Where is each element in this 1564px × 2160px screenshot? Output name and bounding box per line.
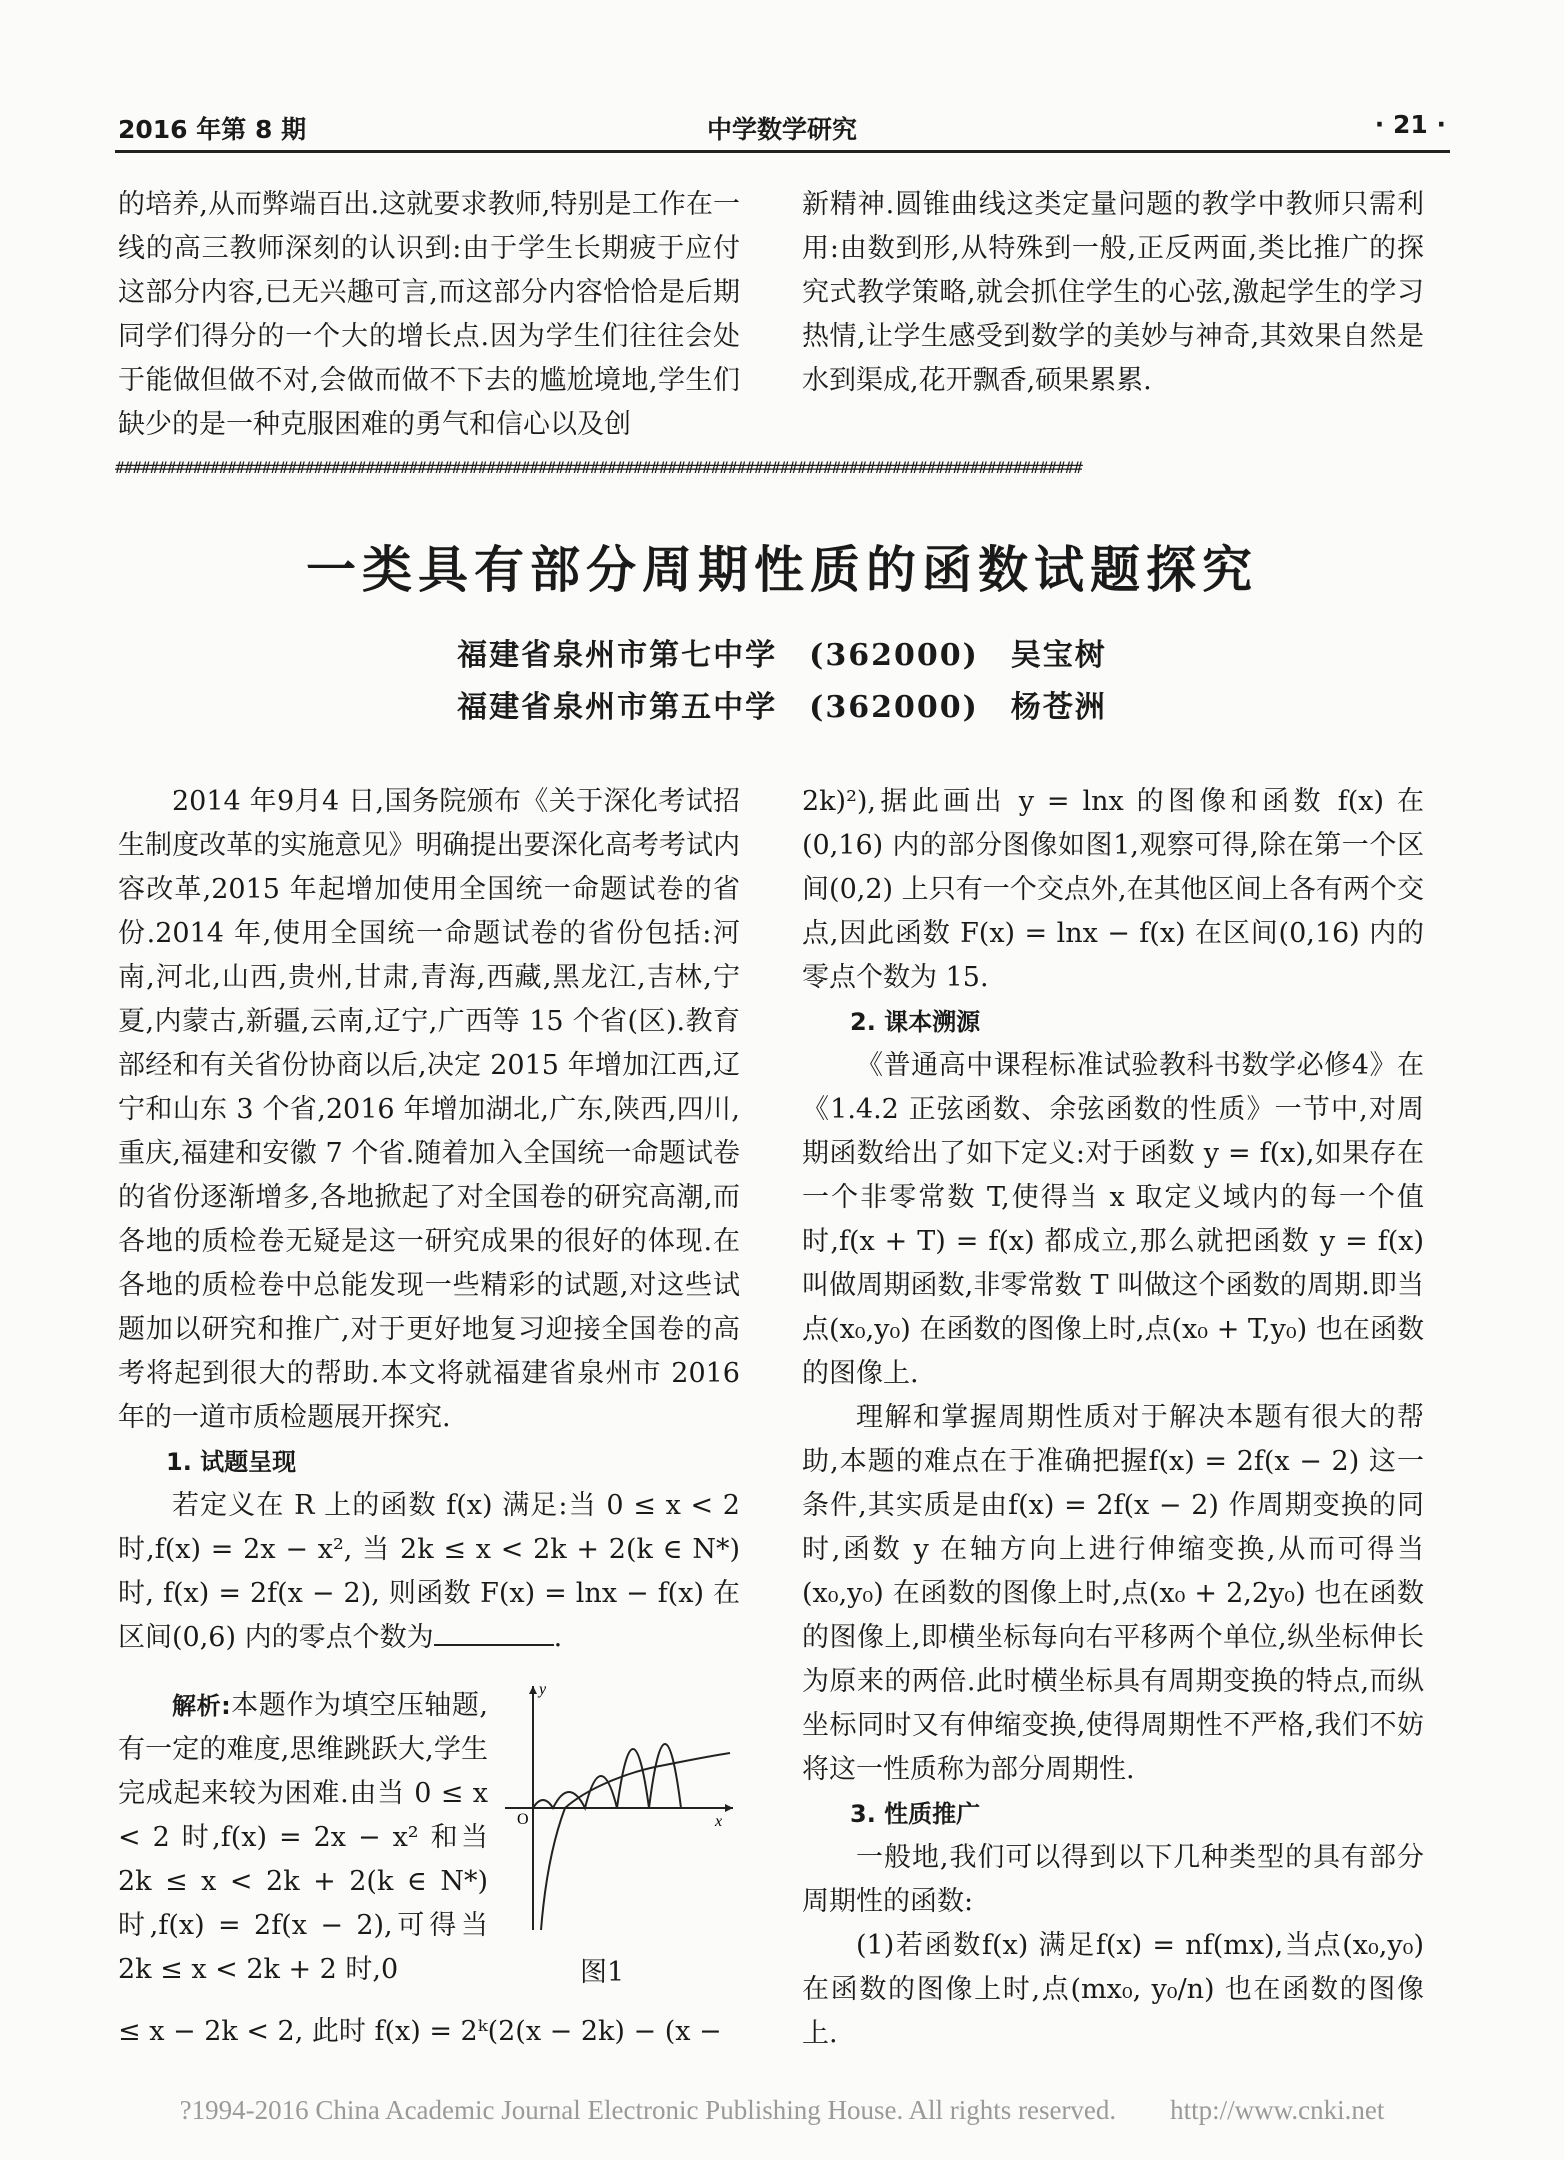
header-rule	[115, 150, 1450, 153]
copyright-footer: ?1994-2016 China Academic Journal Electronic Publishing House. All rights reserved. http://www.cnki.net	[179, 2095, 1385, 2125]
solution-continued: 2k)²),据此画出 y = lnx 的图像和函数 f(x) 在(0,16) 内的部分图像如图1,观察可得,除在第一个区间(0,2) 上只有一个交点外,在其他区间上各有两个交点,因此函数 F(x) = lnx − f(x) 在区间(0,16) 内的零点个数为 15.	[802, 786, 1424, 993]
page-number: · 21 ·	[1374, 110, 1446, 139]
origin-label: O	[517, 1811, 529, 1828]
answer-blank	[434, 1622, 554, 1646]
generalization-intro: 一般地,我们可以得到以下几种类型的具有部分周期性的函数:	[802, 1842, 1424, 1917]
solution-last-line: ≤ x − 2k < 2, 此时 f(x) = 2ᵏ(2(x − 2k) − (x −	[118, 2016, 722, 2047]
figure-1-graph	[505, 1680, 740, 1940]
y-axis-arrow	[529, 1686, 537, 1694]
solution-block	[118, 1684, 488, 1992]
section-2-heading: 2. 课本溯源	[850, 1008, 981, 1036]
problem-text: 若定义在 R 上的函数 f(x) 满足:当 0 ≤ x < 2 时,f(x) = 2x − x², 当 2k ≤ x < 2k + 2(k ∈ N*) 时, f(x) = 2f(x − 2), 则函数 F(x) = lnx − f(x) 在区间(0,6) 内的零点个数为	[118, 1490, 740, 1653]
top-right-text: 新精神.圆锥曲线这类定量问题的教学中教师只需利用:由数到形,从特殊到一般,正反两面,类比推广的探究式教学策略,就会抓住学生的心弦,激起学生的学习热情,让学生感受到数学的美妙与神奇,其效果自然是水到渠成,花开飘香,硕果累累.	[802, 189, 1424, 396]
ln-curve	[541, 1753, 730, 1930]
journal-name: 中学数学研究	[706, 115, 857, 144]
top-left-text: 的培养,从而弊端百出.这就要求教师,特别是工作在一线的高三教师深刻的认识到:由于学生长期疲于应付这部分内容,已无兴趣可言,而这部分内容恰恰是后期同学们得分的一个大的增长点.因为学生们往往会处于能做但做不对,会做而做不下去的尴尬境地,学生们缺少的是一种克服困难的勇气和信心以及创	[118, 189, 740, 440]
article-divider: ################################################################################################################	[115, 458, 1082, 477]
issue-label: 2016 年第 8 期	[118, 115, 307, 144]
figure-caption: 图1	[580, 1957, 625, 1988]
problem-statement	[118, 1484, 740, 1660]
x-axis-arrow	[725, 1804, 733, 1812]
section-3-heading: 3. 性质推广	[850, 1800, 981, 1828]
author-line-1: 福建省泉州市第七中学 (362000) 吴宝树	[457, 638, 1107, 673]
left-column	[118, 780, 740, 1660]
article-title: 一类具有部分周期性质的函数试题探究	[306, 541, 1258, 599]
section-1-heading: 1. 试题呈现	[166, 1448, 297, 1476]
analysis-paragraph: 理解和掌握周期性质对于解决本题有很大的帮助,本题的难点在于准确把握f(x) = 2f(x − 2) 这一条件,其实质是由f(x) = 2f(x − 2) 作周期变换的同时,函数 y 在轴方向上进行伸缩变换,从而可得当(x₀,y₀) 在函数的图像上时,点(x₀ + 2,2y₀) 也在函数的图像上,即横坐标每向右平移两个单位,纵坐标伸长为原来的两倍.此时横坐标具有周期变换的特点,而纵坐标同时又有伸缩变换,使得周期性不严格,我们不妨将这一性质称为部分周期性.	[802, 1402, 1424, 1785]
solution-text: 本题作为填空压轴题,有一定的难度,思维跳跃大,学生完成起来较为困难.由当 0 ≤ x < 2 时,f(x) = 2x − x² 和当 2k ≤ x < 2k + 2(k ∈ N*) 时,f(x) = 2f(x − 2),可得当 2k ≤ x < 2k + 2 时,0	[118, 1690, 488, 1985]
y-axis-label: y	[539, 1681, 547, 1698]
right-column	[802, 780, 1424, 2056]
intro-paragraph: 2014 年9月4 日,国务院颁布《关于深化考试招生制度改革的实施意见》明确提出要深化高考考试内容改革,2015 年起增加使用全国统一命题试卷的省份.2014 年,使用全国统一命题试卷的省份包括:河南,河北,山西,贵州,甘肃,青海,西藏,黑龙江,吉林,宁夏,内蒙古,新疆,云南,辽宁,广西等 15 个省(区).教育部经和有关省份协商以后,决定 2015 年增加江西,辽宁和山东 3 个省,2016 年增加湖北,广东,陕西,四川,重庆,福建和安徽 7 个省.随着加入全国统一命题试卷的省份逐渐增多,各地掀起了对全国卷的研究高潮,而各地的质检卷无疑是这一研究成果的很好的体现.在各地的质检卷中总能发现一些精彩的试题,对这些试题加以研究和推广,对于更好地复习迎接全国卷的高考将起到很大的帮助.本文将就福建省泉州市 2016 年的一道市质检题展开探究.	[118, 786, 740, 1433]
x-axis-label: x	[715, 1813, 723, 1830]
solution-label: 解析:	[172, 1692, 231, 1720]
problem-end: .	[553, 1622, 563, 1653]
author-line-2: 福建省泉州市第五中学 (362000) 杨苍洲	[457, 690, 1107, 725]
generalization-case-1: (1)若函数f(x) 满足f(x) = nf(mx),当点(x₀,y₀) 在函数的图像上时,点(mx₀, y₀/n) 也在函数的图像上.	[802, 1930, 1424, 2049]
f-curve	[533, 1744, 681, 1808]
textbook-paragraph: 《普通高中课程标准试验教科书数学必修4》在《1.4.2 正弦函数、余弦函数的性质》一节中,对周期函数给出了如下定义:对于函数 y = f(x),如果存在一个非零常数 T,使得当 x 取定义域内的每一个值时,f(x + T) = f(x) 都成立,那么就把函数 y = f(x) 叫做周期函数,非零常数 T 叫做这个函数的周期.即当点(x₀,y₀) 在函数的图像上时,点(x₀ + T,y₀) 也在函数的图像上.	[802, 1050, 1424, 1389]
